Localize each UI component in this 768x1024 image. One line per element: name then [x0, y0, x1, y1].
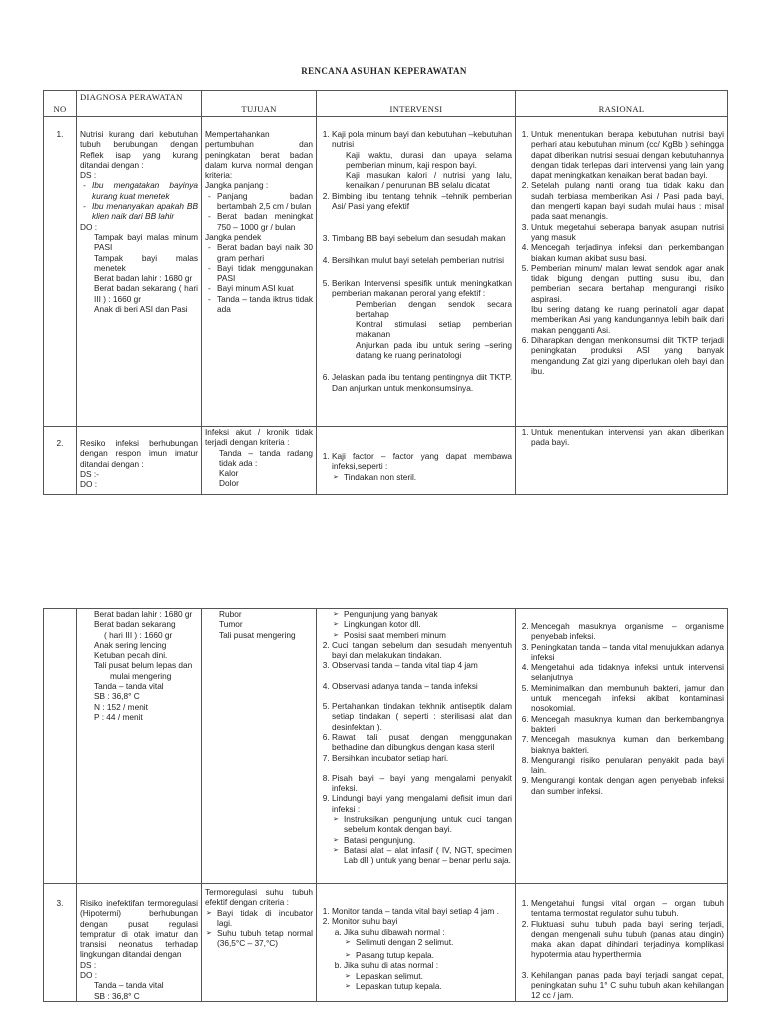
list-item: Tanda – tanda vital	[94, 980, 164, 991]
list-item: 4. Observasi adanya tanda – tanda infeksi	[332, 681, 512, 691]
list-item: Berat badan sekarang ( hari III ) : 1660 gr	[94, 283, 198, 304]
row-number: 1.	[44, 117, 77, 427]
list-item: ➢ Selimuti dengan 2 selimut.	[356, 937, 512, 947]
ds-label: DS :	[80, 170, 97, 181]
jangka-pendek-list	[205, 242, 313, 314]
care-plan-table-2	[43, 608, 728, 1002]
list-item: ➢ Batasi pengunjung.	[344, 835, 512, 845]
list-item: ➢ Pengunjung yang banyak	[344, 609, 512, 619]
intervensi-subtext: b. Jika suhu di atas normal :	[344, 960, 439, 971]
table-row	[44, 884, 728, 1002]
header-intervensi: INTERVENSI	[317, 91, 516, 117]
list-item: 1. Mengetahui fungsi vital organ – organ tubuh tentama termostat regulator suhu tubuh.	[531, 898, 724, 919]
diagnosa-cell	[77, 884, 202, 1002]
list-item: Tumor	[219, 619, 243, 630]
list-item: Dolor	[219, 478, 239, 489]
header-no: NO	[44, 91, 77, 117]
intervensi-list	[320, 451, 512, 482]
tujuan-cell	[202, 884, 317, 1002]
intervensi-sublist	[332, 814, 512, 865]
list-item	[332, 129, 512, 191]
list-item: Ketuban pecah dini.	[94, 650, 168, 661]
list-item: 6. Diharapkan dengan menkonsumsi diit TKTP terjadi peningkatan produksi ASI yang banyak mengandung Zat gizi yang diperlukan oleh bayi dan ibu.	[531, 335, 724, 376]
list-item: ➢ Instruksikan pengunjung untuk cuci tangan sebelum kontak dengan bayi.	[344, 814, 512, 835]
list-item: mulai mengering	[110, 670, 172, 681]
intervensi-subtext: Kontral stimulasi setiap pemberian makanan	[356, 319, 512, 340]
intervensi-list	[320, 129, 512, 393]
intervensi-list	[320, 640, 512, 866]
list-item: 1. Monitor tanda – tanda vital bayi setiap 4 jam .	[332, 906, 512, 916]
list-item: 6. Rawat tali pusat dengan menggunakan bethadine dan dibungkus dengan kasa steril	[332, 732, 512, 753]
list-item: 3. Observasi tanda – tanda vital tiap 4 jam	[332, 660, 512, 670]
list-item: 4. Bersihkan mulut bayi setelah pemberian nutrisi	[332, 255, 512, 265]
list-item	[344, 927, 512, 961]
list-item: ➢ Suhu tubuh tetap normal (36,5°C – 37,°C)	[217, 928, 313, 949]
list-item: ( hari III ) : 1660 gr	[104, 629, 173, 640]
row-number: 3.	[44, 884, 77, 1002]
intervensi-subtext: Kaji masukan kalori / nutrisi yang lalu, kenaikan / penurunan BB selalu dicatat	[346, 170, 512, 191]
rasional-cell	[516, 427, 728, 495]
table-row	[44, 609, 728, 884]
rasional-cell	[516, 609, 728, 884]
ds-label: DS :-	[80, 468, 99, 479]
table-row	[44, 427, 728, 495]
intervensi-list	[320, 906, 512, 991]
jangka-panjang-label: Jangka panjang :	[205, 180, 269, 191]
list-item: - Tanda – tanda iktrus tidak ada	[217, 294, 313, 315]
list-item: 3. Peningkatan tanda – tanda vital menujukkan adanya infeksi	[531, 642, 724, 663]
intervensi-text: 9. Lindungi bayi yang mengalami defisit imun dari infeksi :	[332, 793, 512, 814]
list-item: Tali pusat mengering	[219, 629, 296, 640]
list-item: Tanda – tanda vital	[94, 681, 164, 692]
intervensi-arrow-list	[344, 937, 512, 961]
tujuan-list	[205, 908, 313, 949]
jangka-pendek-label: Jangka pendek	[205, 231, 262, 242]
list-item: N : 152 / menit	[94, 701, 148, 712]
list-item: ➢ Lepaskan tutup kepala.	[356, 981, 512, 991]
row-number-empty	[44, 609, 77, 884]
tujuan-text: Termoregulasi suhu tubuh efektif dengan criteria :	[205, 887, 313, 908]
list-item: Berat badan lahir : 1680 gr	[94, 273, 193, 284]
do-label: DO :	[80, 479, 98, 490]
list-item: 6. Jelaskan pada ibu tentang pentingnya diit TKTP. Dan anjurkan untuk menkonsumsinya.	[332, 372, 512, 393]
tujuan-cell	[202, 427, 317, 495]
intervensi-subtext: Pemberian dengan sendok secara bertahap	[356, 298, 512, 319]
list-item: Berat badan sekarang	[94, 619, 176, 630]
list-item: 6. Mencegah masuknya kuman dan berkembangnya bakteri	[531, 714, 724, 735]
list-item: Berat badan lahir : 1680 gr	[94, 609, 193, 619]
ds-list	[80, 180, 198, 221]
document-title: RENCANA ASUHAN KEPERAWATAN	[301, 66, 467, 76]
list-item: 2. Setelah pulang nanti orang tua tidak kaku dan sudah terbiasa memberikan Asi / Pasi pada bayi, dan mengerti kapan bayi sudah mulai haus : misal pada saat menangis.	[531, 180, 724, 221]
list-item: - Berat badan bayi naik 30 gram perhari	[217, 242, 313, 263]
header-tujuan: TUJUAN	[202, 91, 317, 117]
rasional-list	[519, 621, 724, 796]
table-row	[44, 117, 728, 427]
list-item: 8. Mengurangi risiko penularan penyakit pada bayi lain.	[531, 755, 724, 776]
list-item: ➢ Pasang tutup kepala.	[356, 950, 512, 960]
list-item: 7. Mencegah masuknya kuman dan berkembang biaknya bakteri.	[531, 734, 724, 755]
header-diagnosa: DIAGNOSA PERAWATAN	[77, 91, 202, 117]
list-item: 3. Timbang BB bayi sebelum dan sesudah makan	[332, 233, 512, 243]
list-item: - Ibu menanyakan apakah BB klien naik dari BB lahir	[92, 201, 198, 222]
rasional-text: Ibu sering datang ke ruang perinatoli agar dapat memberikan Asi yang kandungannya lebih baik dari makan pengganti Asi.	[531, 304, 724, 335]
rasional-text: 5. Pemberian minum/ malan lewat sendok agar anak tidak bigung dengan putting susu ibu, dan pemberian secara bertahap mengurangi risiko aspirasi.	[531, 262, 724, 304]
list-item: P : 44 / menit	[94, 711, 143, 722]
list-item: Tanda – tanda radang tidak ada :	[219, 447, 313, 468]
intervensi-subtext: a. Jika suhu dibawah normal :	[344, 926, 445, 937]
list-item	[332, 916, 512, 991]
list-item: ➢ Lepaskan selimut.	[356, 971, 512, 981]
intervensi-sublist	[332, 927, 512, 992]
intervensi-text: 2. Monitor suhu bayi	[332, 916, 398, 927]
list-item: - Panjang badan bertambah 2,5 cm / bulan	[217, 191, 313, 212]
intervensi-cell	[317, 427, 516, 495]
list-item: 3. Kehilangan panas pada bayi terjadi sangat cepat, peningkatan suhu 1° C suhu tubuh akan kehilangan 12 cc / jam.	[531, 970, 724, 1001]
list-item: SB : 36,8° C	[94, 691, 140, 702]
diagnosa-cell	[77, 427, 202, 495]
tujuan-text: Mempertahankan pertumbuhan dan peningkatan berat badan dalam kurva normal dengan kriteria:	[205, 129, 313, 181]
diagnosa-text: Risiko inefektifan termoregulasi (Hipotermi) berhubungan dengan pusat regulasi tempratur di otak imatur dan transisi neonatus terhadap lingkungan ditandai dengan	[80, 898, 198, 960]
rasional-cell	[516, 117, 728, 427]
intervensi-subtext: Kaji waktu, durasi dan upaya selama pemberian minum, kaji respon bayi.	[346, 149, 512, 170]
jangka-panjang-list	[205, 191, 313, 232]
list-item: 1. Untuk menentukan intervensi yan akan diberikan pada bayi.	[531, 427, 724, 448]
header-rasional: RASIONAL	[516, 91, 728, 117]
list-item: Tali pusat belum lepas dan	[94, 660, 193, 671]
care-plan-table-1	[43, 90, 728, 495]
list-item: Tampak bayi malas minum PASI	[94, 231, 198, 253]
list-item: 7. Bersihkan incubator setiap hari.	[332, 753, 512, 763]
list-item: Tampak bayi malas menetek	[94, 252, 198, 273]
list-item: SB : 36,8° C	[94, 990, 140, 1001]
do-label: DO :	[80, 970, 98, 981]
intervensi-cell	[317, 884, 516, 1002]
list-item: Anak sering lencing	[94, 639, 167, 650]
list-item: 2. Cuci tangan sebelum dan sesudah menyentuh bayi dan melakukan tindakan.	[332, 640, 512, 661]
intervensi-text: 1. Kaji factor – factor yang dapat membawa infeksi,seperti :	[332, 451, 512, 472]
list-item: 2. Bimbing ibu tentang tehnik –tehnik pemberian Asi/ Pasi yang efektif	[332, 191, 512, 212]
list-item: 5. Meminimalkan dan membunuh bakteri, jamur dan untuk mencegah infeksi akibat kontaminasi nosokomial.	[531, 683, 724, 714]
tujuan-cell	[202, 117, 317, 427]
list-item	[344, 960, 512, 991]
list-item: 1. Untuk menentukan berapa kebutuhan nutrisi bayi perhari atau kebutuhan minum (cc/ KgBb ) sehingga dapat diberikan nutrisi sesuai dengan kebutuhannya dengan tidak terlepas dari intervensi yang lain yang dapat meningkatkan kenaikan berat badan bayi.	[531, 129, 724, 180]
list-item: ➢ Lingkungan kotor dll.	[344, 619, 512, 629]
list-item: Anak di beri ASI dan Pasi	[94, 304, 188, 315]
diagnosa-text: Nutrisi kurang dari kebutuhan tubuh berubungan dengan Reflek isap yang kurang ditandai dengan :	[80, 129, 198, 170]
list-item	[531, 263, 724, 335]
intervensi-sublist	[332, 472, 512, 482]
list-item: - Bayi minum ASI kuat	[217, 283, 313, 293]
list-item: ➢ Tindakan non steril.	[344, 472, 512, 482]
diagnosa-text: Resiko infeksi berhubungan dengan respon imun imatur ditandai dengan :	[80, 438, 198, 469]
row-number: 2.	[44, 427, 77, 495]
rasional-list	[519, 129, 724, 376]
intervensi-cell	[317, 117, 516, 427]
ds-label: DS :	[80, 959, 97, 970]
intervensi-text: 5. Berikan Intervensi spesifik untuk meningkatkan pemberian makanan peroral yang efektif :	[332, 277, 512, 299]
list-item: 3. Untuk megetahui seberapa banyak asupan nutrisi yang masuk	[531, 222, 724, 243]
list-item: - Ibu mengatakan bayinya kurang kuat menetek	[92, 180, 198, 201]
list-item: 2. Fluktuasi suhu tubuh pada bayi sering terjadi, dengan mengenali suhu tubuh (panas atau dingin) maka akan dapat dihindari terjadinya komplikasi hypotermia atau hyperthermia	[531, 919, 724, 960]
list-item	[332, 793, 512, 865]
tujuan-text: Infeksi akut / kronik tidak terjadi dengan kriteria :	[205, 427, 313, 448]
list-item	[332, 278, 512, 360]
rasional-list	[519, 898, 724, 1001]
intervensi-arrow-list	[344, 971, 512, 992]
table-header-row	[44, 91, 728, 117]
do-label: DO :	[80, 221, 98, 232]
intervensi-arrow-list	[320, 609, 512, 640]
list-item: ➢ Batasi alat – alat infasif ( IV, NGT, specimen Lab dll ) untuk yang benar – benar perlu saja.	[344, 845, 512, 866]
intervensi-subtext: Anjurkan pada ibu untuk sering –sering datang ke ruang perinatologi	[356, 339, 512, 361]
diagnosa-cell	[77, 117, 202, 427]
list-item: 4. Mengetahui ada tidaknya infeksi untuk intervensi selanjutnya	[531, 662, 724, 683]
rasional-list	[519, 427, 724, 448]
list-item: ➢ Bayi tidak di incubator lagi.	[217, 908, 313, 929]
list-item: - Berat badan meningkat 750 – 1000 gr / bulan	[217, 211, 313, 232]
list-item: ➢ Posisi saat memberi minum	[344, 630, 512, 640]
list-item: 9. Mengurangi kontak dengan agen penyebab infeksi dan sumber infeksi.	[531, 775, 724, 796]
list-item	[332, 451, 512, 482]
list-item: Rubor	[219, 609, 242, 619]
list-item: Kalor	[219, 468, 239, 479]
list-item: 2. Mencegah masuknya organisme – organisme penyebab infeksi.	[531, 621, 724, 642]
rasional-cell	[516, 884, 728, 1002]
list-item: 5. Pertahankan tindakan tekhnik antiseptik dalam setiap tindakan ( seperti : sterilisasi alat dan desinfektan ).	[332, 701, 512, 732]
tujuan-cell	[202, 609, 317, 884]
diagnosa-cell	[77, 609, 202, 884]
list-item: 8. Pisah bayi – bayi yang mengalami penyakit infeksi.	[332, 773, 512, 794]
list-item: - Bayi tidak menggunakan PASI	[217, 263, 313, 284]
intervensi-text: 1. Kaji pola minum bayi dan kebutuhan –kebutuhan nutrisi	[332, 129, 512, 150]
list-item: 4. Mencegah terjadinya infeksi dan perkembangan biakan kuman akibat susu basi.	[531, 242, 724, 263]
intervensi-cell	[317, 609, 516, 884]
